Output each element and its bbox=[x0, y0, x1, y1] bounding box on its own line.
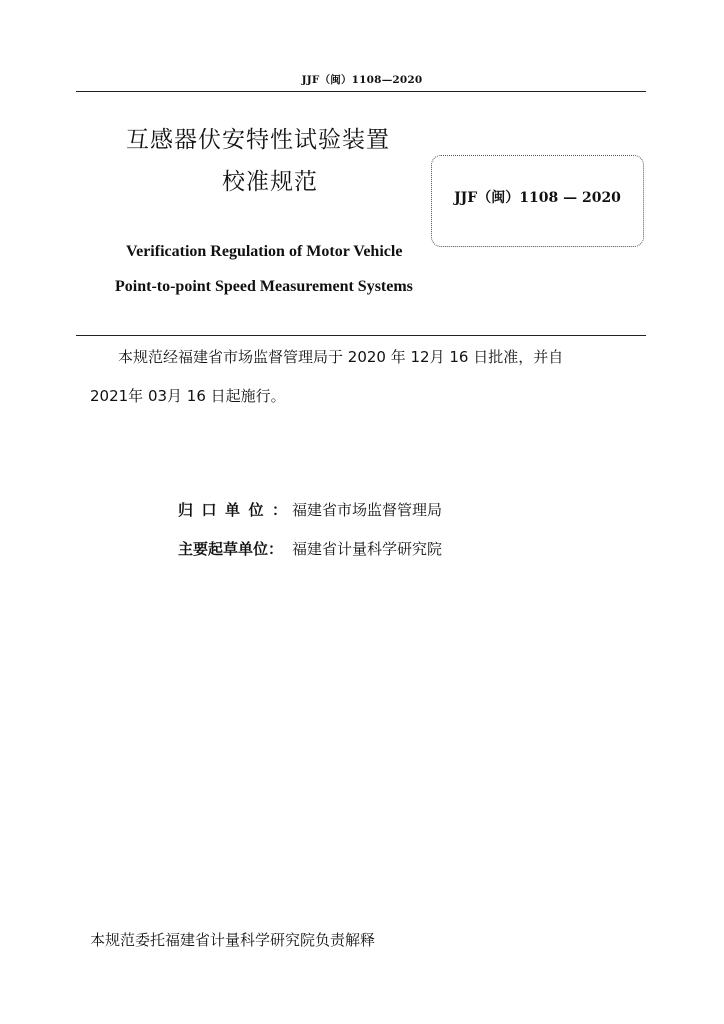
interpretation-note: 本规范委托福建省计量科学研究院负责解释 bbox=[90, 931, 376, 949]
drafting-unit-label: 主要起草单位： bbox=[178, 540, 284, 558]
responsible-unit-label: 归口单位： bbox=[178, 501, 296, 519]
drafting-unit-row bbox=[178, 538, 442, 559]
title-chinese-line1: 互感器伏安特性试验装置 bbox=[126, 127, 390, 153]
approval-statement-line1: 本规范经福建省市场监督管理局于 2020 年 12月 16 日批准，并自 bbox=[118, 348, 564, 366]
header-divider bbox=[76, 91, 646, 92]
responsible-unit-value: 福建省市场监督管理局 bbox=[292, 501, 443, 519]
title-chinese-line2: 校准规范 bbox=[222, 169, 318, 195]
running-header-code: JJF（闽）1108—2020 bbox=[301, 74, 423, 86]
standard-code: JJF（闽）1108 — 2020 bbox=[454, 190, 621, 206]
title-divider bbox=[76, 335, 646, 336]
approval-statement-line2: 2021年 03月 16 日起施行。 bbox=[90, 387, 286, 405]
title-english-line1: Verification Regulation of Motor Vehicle bbox=[126, 243, 403, 260]
responsible-unit-row bbox=[178, 499, 442, 520]
title-english-line2: Point-to-point Speed Measurement Systems bbox=[115, 278, 413, 295]
drafting-unit-value: 福建省计量科学研究院 bbox=[292, 540, 443, 558]
